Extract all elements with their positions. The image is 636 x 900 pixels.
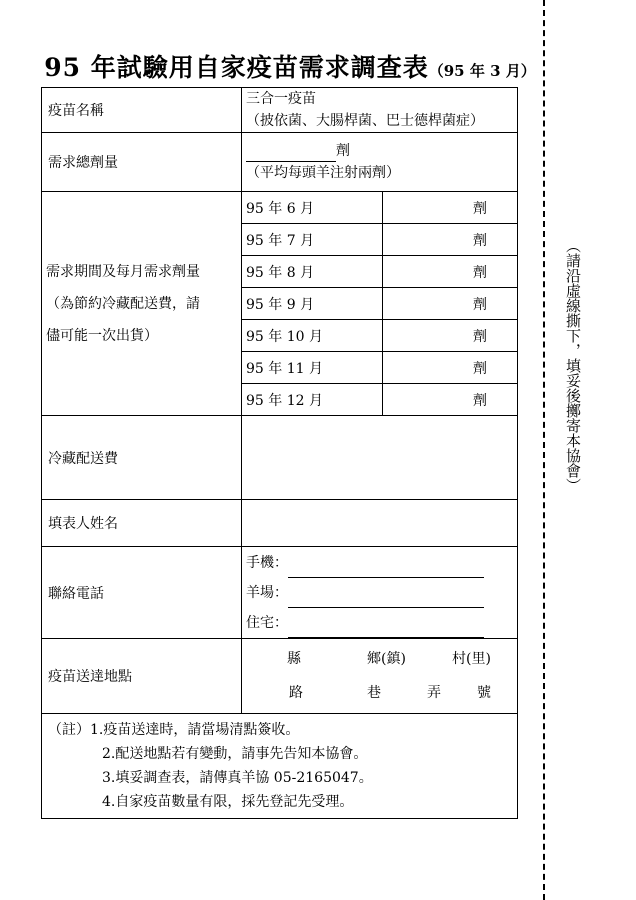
- month-label: 95 年 10 月: [242, 320, 383, 352]
- vaccine-detail: （披依菌、大腸桿菌、巴士德桿菌症）: [246, 113, 484, 129]
- total-dose-value: [242, 133, 518, 192]
- shipping-fee-value[interactable]: [242, 416, 518, 500]
- month-label: 95 年 12 月: [242, 384, 383, 416]
- month-label: 95 年 6 月: [242, 192, 383, 224]
- farm-phone-field[interactable]: [288, 587, 484, 608]
- address-county: 縣: [287, 651, 301, 667]
- farm-phone-label: 羊場：: [246, 584, 288, 601]
- row-total-dose: [42, 133, 518, 192]
- delivery-address-label: 疫苗送達地點: [42, 639, 242, 714]
- note-item: 2.配送地點若有變動，請事先告知本協會。: [102, 746, 368, 762]
- address-lane: 巷: [367, 685, 381, 701]
- month-dose[interactable]: 劑: [383, 288, 518, 320]
- month-dose[interactable]: 劑: [383, 224, 518, 256]
- total-dose-unit: 劑: [336, 143, 350, 159]
- month-label: 95 年 8 月: [242, 256, 383, 288]
- month-label: 95 年 7 月: [242, 224, 383, 256]
- filler-name-label: 填表人姓名: [42, 500, 242, 547]
- survey-form: [41, 87, 518, 819]
- month-dose[interactable]: 劑: [383, 256, 518, 288]
- period-label: 需求期間及每月需求劑量 （為節約冷藏配送費，請 儘可能一次出貨）: [42, 192, 242, 416]
- vaccine-name-value: [242, 88, 518, 133]
- home-phone-field[interactable]: [288, 617, 484, 638]
- row-vaccine-name: [42, 88, 518, 133]
- notes: [42, 714, 518, 819]
- month-label: 95 年 11 月: [242, 352, 383, 384]
- mobile-field[interactable]: [288, 557, 484, 578]
- notes-prefix: （註）: [48, 722, 90, 738]
- filler-name-value[interactable]: [242, 500, 518, 547]
- month-label: 95 年 9 月: [242, 288, 383, 320]
- tear-instruction: （請沿虛線撕下，填妥後擲寄本協會）: [564, 238, 582, 493]
- address-village: 村(里): [452, 651, 491, 667]
- total-dose-blank[interactable]: [246, 143, 336, 162]
- address-road: 路: [289, 685, 303, 701]
- address-number: 號: [477, 685, 491, 701]
- row-month: [42, 192, 518, 224]
- month-dose[interactable]: 劑: [383, 192, 518, 224]
- row-notes: [42, 714, 518, 819]
- month-dose[interactable]: 劑: [383, 352, 518, 384]
- row-filler-name: [42, 500, 518, 547]
- home-phone-label: 住宅：: [246, 614, 288, 631]
- note-item: 1.疫苗送達時，請當場清點簽收。: [90, 722, 300, 738]
- address-alley: 弄: [427, 685, 441, 701]
- total-dose-note: （平均每頭羊注射兩劑）: [246, 165, 400, 181]
- total-dose-label: 需求總劑量: [42, 133, 242, 192]
- title-main: 95 年試驗用自家疫苗需求調查表: [44, 53, 429, 82]
- row-shipping-fee: [42, 416, 518, 500]
- delivery-address-value[interactable]: [242, 639, 518, 714]
- note-item: 3.填妥調查表，請傳真羊協 05-2165047。: [102, 770, 373, 786]
- month-dose[interactable]: 劑: [383, 320, 518, 352]
- phone-value: [242, 547, 518, 639]
- phone-label: 聯絡電話: [42, 547, 242, 639]
- shipping-fee-label: 冷藏配送費: [42, 416, 242, 500]
- vaccine-name-label: 疫苗名稱: [42, 88, 242, 133]
- note-item: 4.自家疫苗數量有限，採先登記先受理。: [102, 794, 354, 810]
- page-title: [40, 48, 540, 84]
- row-phone: [42, 547, 518, 639]
- title-date: （95 年 3 月）: [428, 62, 536, 80]
- row-delivery-address: [42, 639, 518, 714]
- mobile-label: 手機：: [246, 554, 288, 571]
- vaccine-type: 三合一疫苗: [246, 91, 316, 107]
- tear-line: [543, 0, 545, 900]
- address-township: 鄉(鎮): [367, 651, 406, 667]
- month-dose[interactable]: 劑: [383, 384, 518, 416]
